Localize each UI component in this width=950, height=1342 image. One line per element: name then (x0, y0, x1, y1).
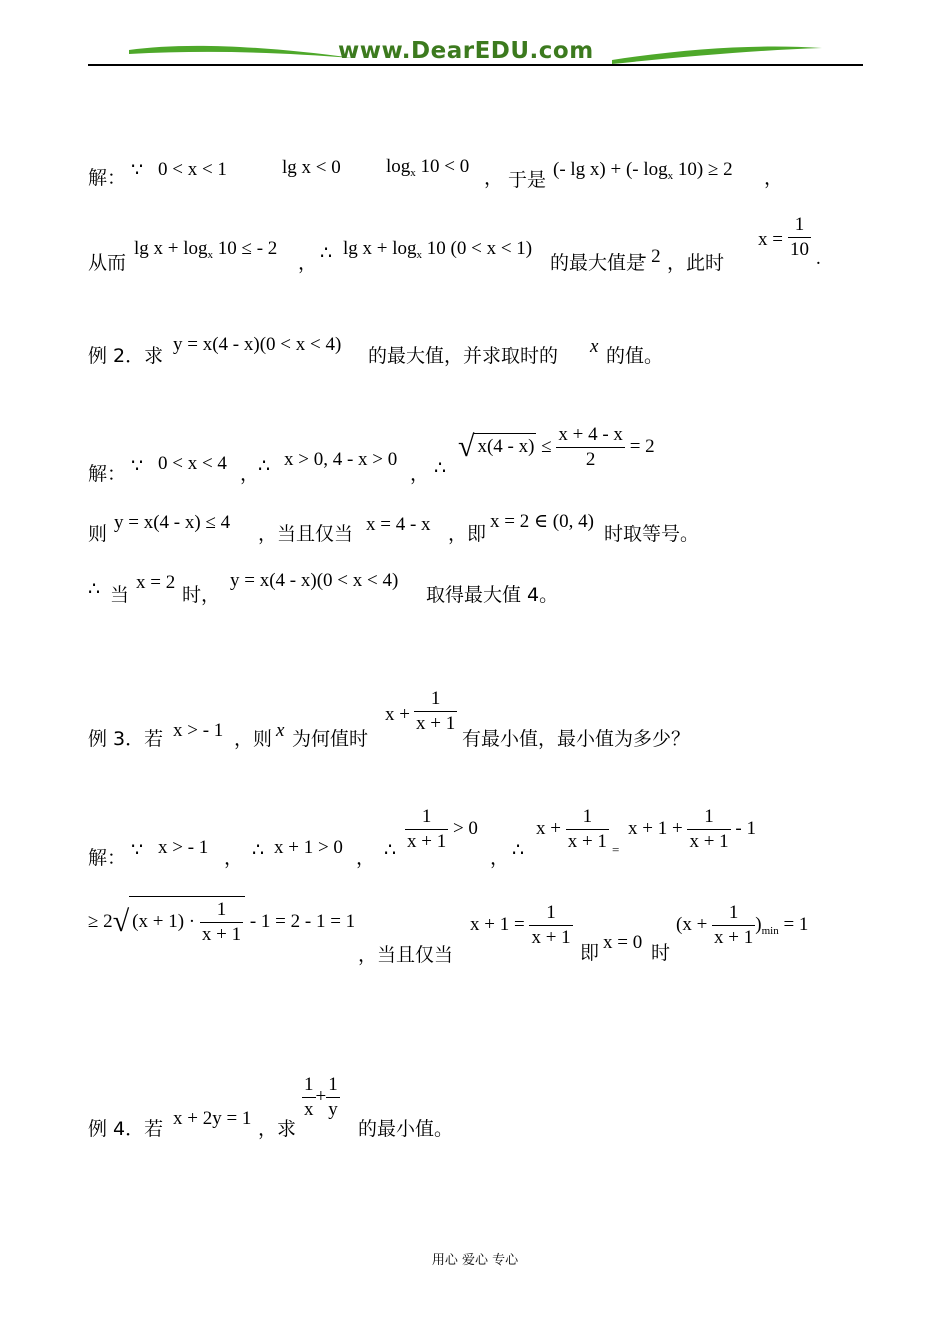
sol2-expr6: y = x(4 - x)(0 < x < 4) (230, 570, 399, 591)
because-symbol: ∵ (131, 456, 144, 477)
sol1-lead: 解： (88, 167, 127, 189)
ex4-text1: ，求 (258, 1118, 297, 1140)
sol3-equality: x + 1 = $\frac{1}{x + 1}$ (470, 902, 571, 948)
sol1-text3: 的最大值是 (550, 252, 646, 274)
ex3-fraction: $\frac{1}{x + 1}$ (416, 688, 456, 734)
therefore-symbol: ∴ (384, 840, 397, 861)
therefore-symbol: ∴ (512, 840, 525, 861)
sol3-identity: x + $\frac{1}{x + 1}$ (536, 806, 607, 852)
sol2-lead: 解： (88, 463, 127, 485)
sol1-text4: ，此时 (667, 252, 725, 274)
sol2-ze: 则 (88, 523, 108, 545)
because-symbol: ∵ (131, 160, 144, 181)
ex3-text2: 为何值时 (292, 728, 369, 750)
because-symbol: ∵ (131, 840, 144, 861)
sol2-expr5: x = 2 (136, 572, 176, 593)
sol3-eqsign: = (612, 842, 620, 857)
sol2-text3: ，即 (448, 523, 487, 545)
ex3-cond: x > - 1 (173, 720, 224, 741)
sol3-shi: 时 (651, 942, 671, 964)
therefore-symbol: ∴ (434, 458, 447, 479)
sol1-comma: ， (484, 167, 504, 189)
ex4-expr: $\frac{1}{x}$ + $\frac{1}{y}$ (304, 1074, 338, 1120)
sol3-positive-frac: $\frac{1}{x + 1}$ > 0 (407, 806, 478, 852)
sol2-dang: 当 (110, 584, 130, 606)
logo-swoosh-right (610, 40, 825, 70)
sol2-text6: 取得最大值 4。 (426, 584, 559, 606)
sol1-ineq2: $\lg x + \log_x 10$ ≤ - 2 (134, 238, 278, 261)
ex3-lhs: x + (385, 704, 410, 725)
ex4-cond: x + 2y = 1 (173, 1108, 252, 1129)
sol3-c2: x + 1 > 0 (274, 837, 343, 858)
sol2-comma: ， (240, 463, 260, 485)
sol1-fraction: $\frac{1}{10}$ (790, 214, 809, 260)
ex4-text2: 的最小值。 (358, 1118, 454, 1140)
therefore-symbol: ∴ (88, 579, 101, 600)
sol3-c1: x > - 1 (158, 837, 209, 858)
header-rule (88, 64, 863, 66)
sol1-comma2: ， (764, 167, 784, 189)
sol1-congEr: 从而 (88, 252, 127, 274)
ex3-label: 例 3．若 (88, 728, 164, 750)
ex2-text2: 的值。 (606, 345, 664, 367)
sol1-x-eq: x = (758, 229, 783, 250)
ex2-var: x (590, 336, 599, 357)
sol1-value3: - 2 (640, 246, 661, 267)
sol1-yushi: 于是 (508, 169, 547, 191)
sol3-min-expr: (x + $\frac{1}{x + 1}$ )$_{min} = 1$ (676, 902, 809, 948)
therefore-symbol: ∴ (320, 243, 333, 264)
sol3-comma: ， (224, 847, 244, 869)
ex3-text3: 有最小值，最小值为多少？ (462, 728, 691, 750)
sol3-ji: 即 (580, 942, 600, 964)
ex2-label: 例 2．求 (88, 345, 164, 367)
sol3-rhs: x + 1 + $\frac{1}{x + 1}$ - 1 (628, 806, 756, 852)
sol2-expr3: x = 4 - x (366, 514, 431, 535)
sol1-ineq1: (- lg x) + (- $\log_x 10) \ge 2$ (553, 159, 733, 182)
sol2-comma: ， (410, 463, 430, 485)
sol2-text2: ，当且仅当 (258, 523, 354, 545)
ex2-text1: 的最大值，并求取时的 (368, 345, 559, 367)
sol2-expr2: y = x(4 - x) ≤ 4 (114, 512, 231, 533)
sol1-cond2: lg x < 0 (282, 157, 341, 178)
sol3-comma: ， (356, 847, 376, 869)
logo-text: www.DearEDU.com (338, 38, 594, 64)
sol1-expr3: $\lg x + \log_x 10$ (0 < x < 1) (343, 238, 533, 261)
sol3-comma: ， (490, 847, 510, 869)
ex3-text1: ，则 (234, 728, 273, 750)
sol1-cond3: $\log_x 10 < 0$ (386, 156, 470, 179)
sol2-cond1: 0 < x < 4 (158, 453, 227, 474)
ex4-label: 例 4．若 (88, 1118, 164, 1140)
sol2-cond2: x > 0, 4 - x > 0 (284, 449, 398, 470)
ex2-expr: y = x(4 - x)(0 < x < 4) (173, 334, 342, 355)
sol2-shi: 时， (182, 584, 221, 606)
sol3-sqrt-expr: ≥ 2√ (x + 1) · $\frac{1}{x + 1}$ - 1 = 2 - 1 = 1 (88, 896, 355, 946)
sol2-sqrt-ineq: √ x(4 - x) ≤ $\frac{x + 4 - x}{2}$ = 2 (458, 424, 655, 470)
sol3-lead: 解： (88, 847, 127, 869)
sol2-expr4: x = 2 ∈ (0, 4) (490, 511, 594, 532)
sol2-text4: 时取等号。 (604, 523, 700, 545)
sol1-cond1: 0 < x < 1 (158, 159, 227, 180)
sol1-end: . (816, 248, 821, 269)
ex3-var: x (276, 720, 285, 741)
therefore-symbol: ∴ (258, 456, 271, 477)
sol3-text1: ，当且仅当 (358, 944, 454, 966)
therefore-symbol: ∴ (252, 840, 265, 861)
sol1-comma3: ， (298, 252, 318, 274)
sol3-x0: x = 0 (603, 932, 643, 953)
footer-text: 用心 爱心 专心 (431, 1253, 519, 1268)
